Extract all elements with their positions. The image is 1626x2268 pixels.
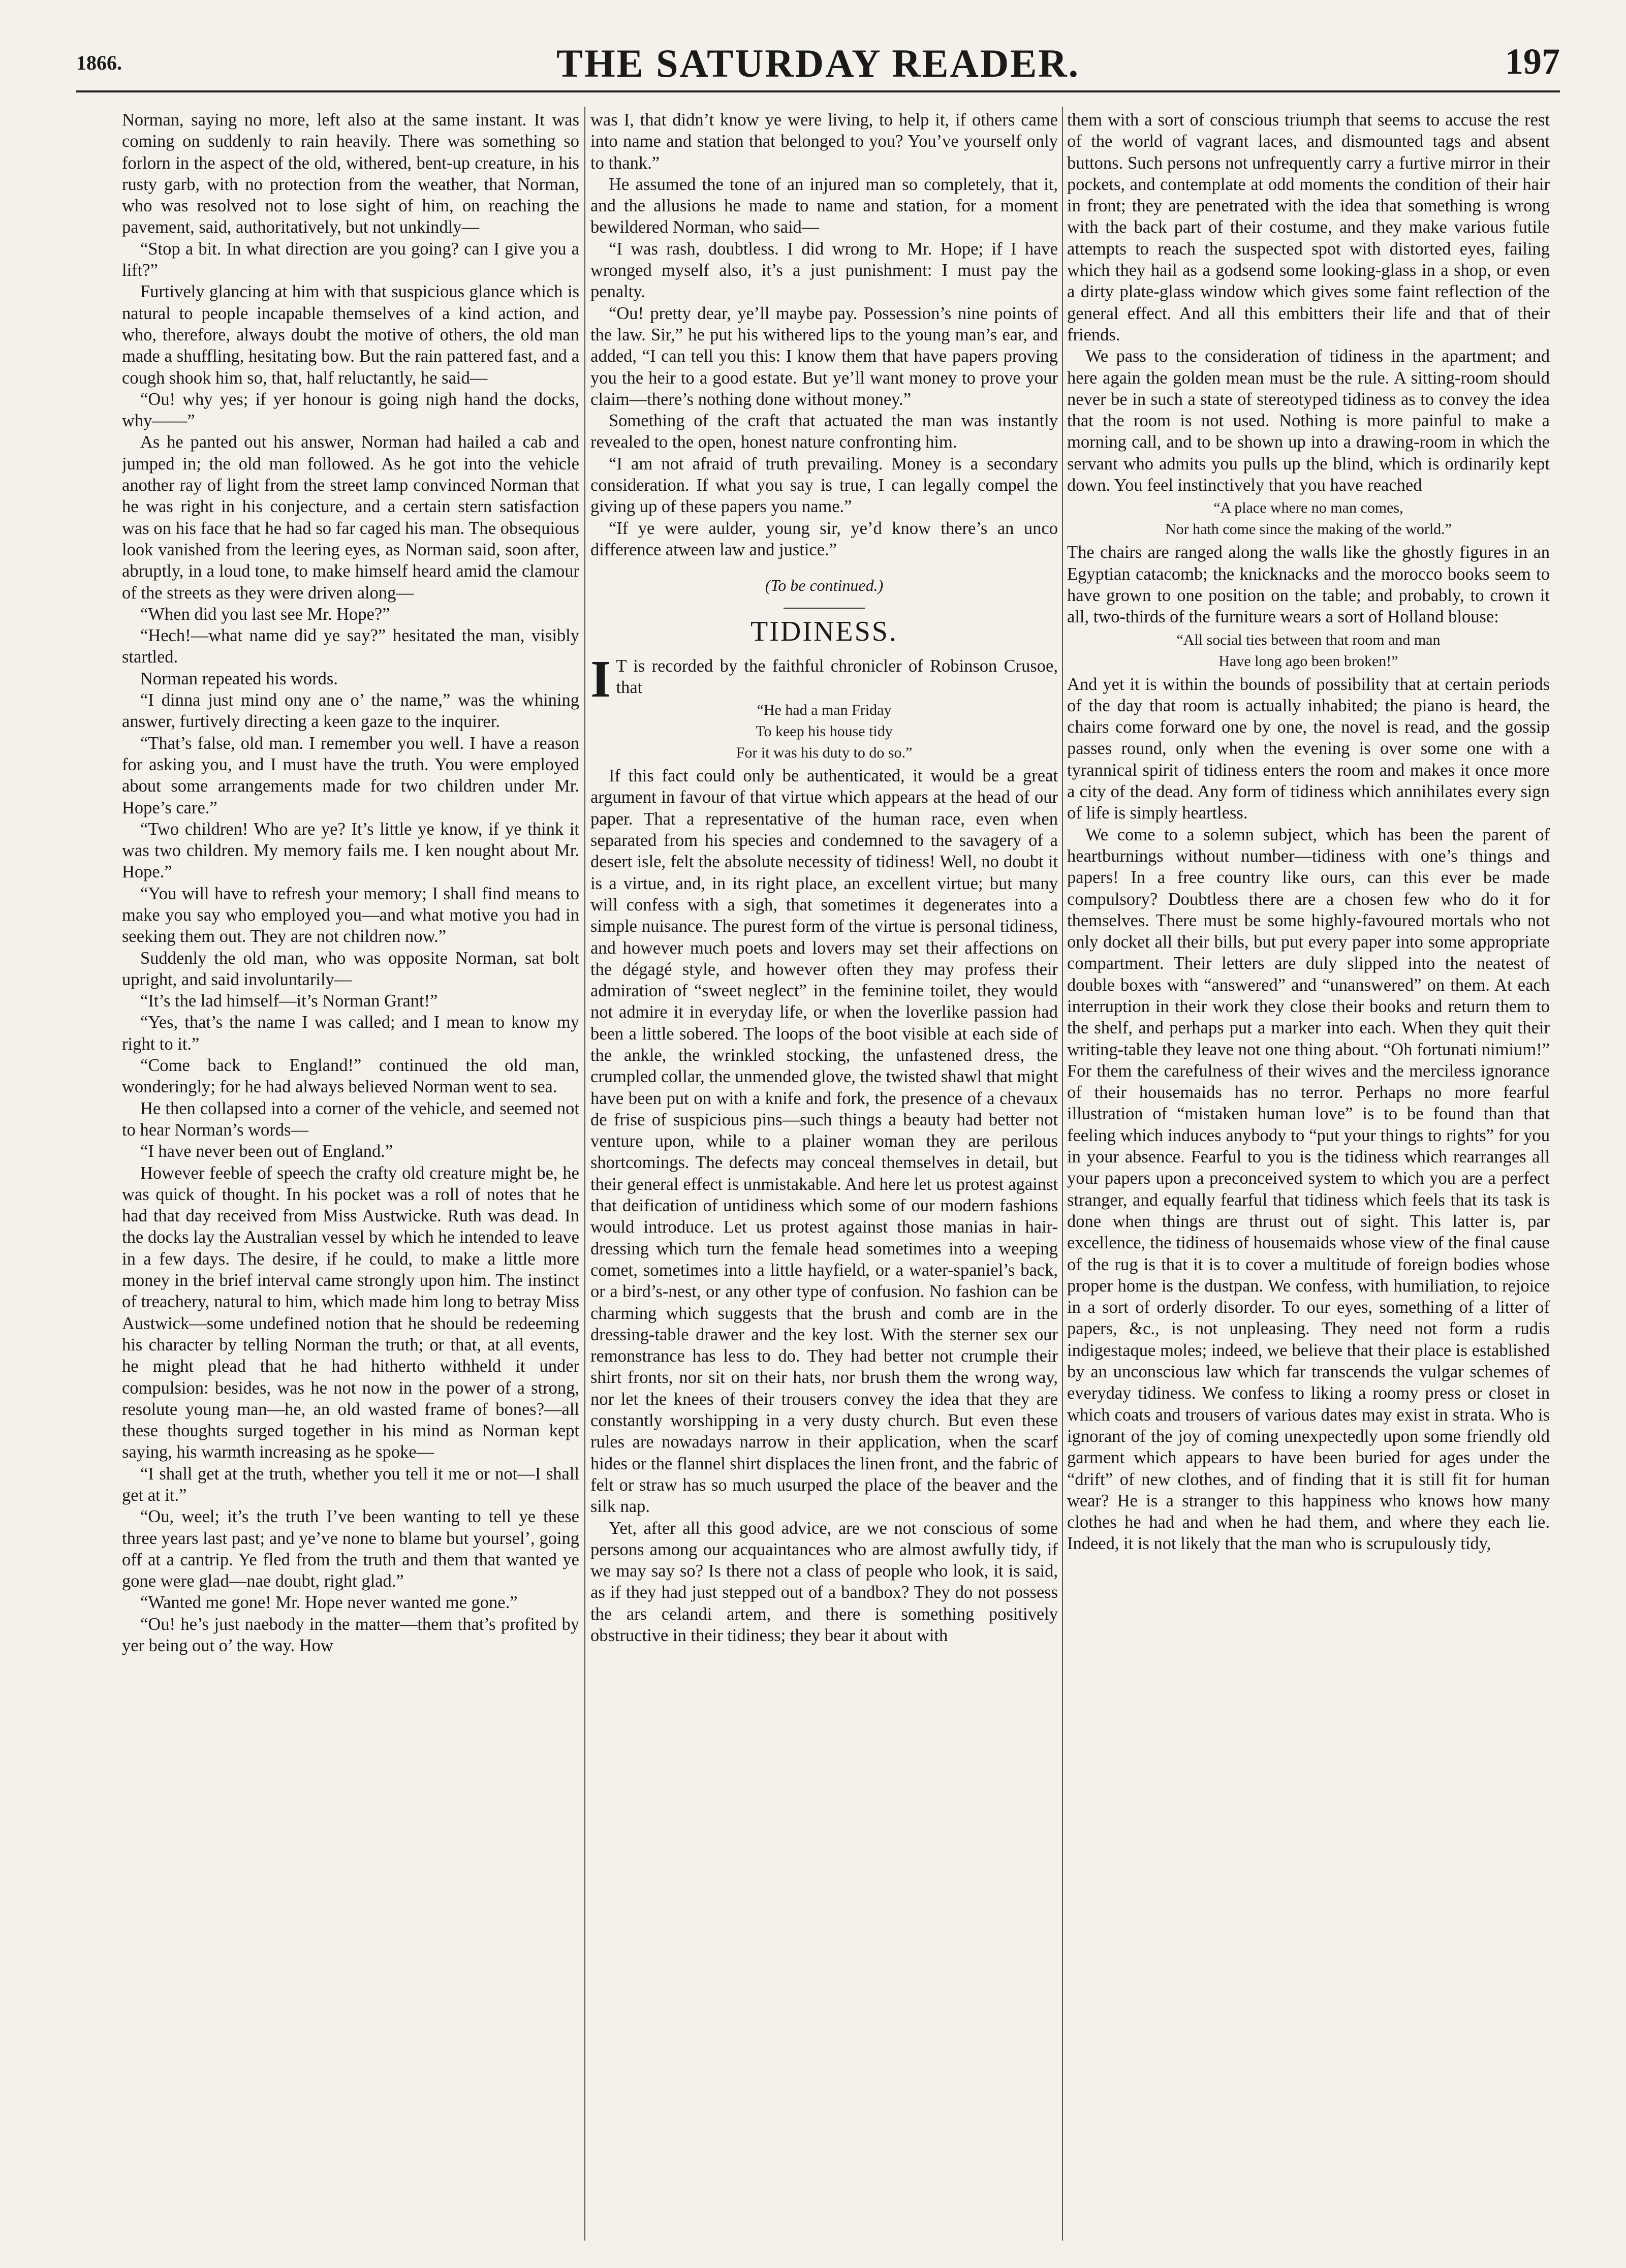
header-rule [76,90,1560,92]
verse-line: To keep his house tidy [756,723,893,740]
article-opening [590,649,1058,708]
story-paragraph: “You will have to refresh your memory; I shall find means to make you say who employed you—and what motive you had in seeking them out. They are not children now.” [122,884,579,947]
column-divider [1062,107,1063,2241]
story-paragraph: “Stop a bit. In what direction are you going? can I give you a lift?” [122,239,579,280]
story-paragraph: “Ou! he’s just naebody in the matter—them that’s profited by yer being out o’ the way. How [122,1614,579,1656]
article-title: TIDINESS. [751,615,898,647]
story-paragraph: “Hech!—what name did ye say?” hesitated the man, visibly startled. [122,626,579,667]
story-paragraph: “Ou! why yes; if yer honour is going nigh hand the docks, why——” [122,389,579,431]
story-paragraph: Suddenly the old man, who was opposite Norman, sat bolt upright, and said involuntarily— [122,948,579,989]
story-paragraph: Something of the craft that actuated the man was instantly revealed to the open, honest nature confronting him. [590,411,1058,452]
verse-line: “He had a man Friday [757,702,892,719]
story-paragraph: “I am not afraid of truth prevailing. Money is a secondary consideration. If what you say is true, I can legally compel the giving up of these papers you name.” [590,454,1058,517]
issue-year: 1866. [76,51,122,74]
column-3 [1067,109,1550,2243]
to-be-continued-note: (To be continued.) [765,576,884,595]
story-paragraph: was I, that didn’t know ye were living, to help it, if others came into name and station that belonged to you? You’ve yourself only to thank.” [590,110,1058,173]
verse-line: Nor hath come since the making of the world.” [1165,521,1452,538]
page-number: 197 [1505,41,1560,82]
story-paragraph: Norman, saying no more, left also at the same instant. It was coming on suddenly to rain heavily. There was something so forlorn in the aspect of the old, withered, bent-up creature, in his rusty garb, with no protection from the weather, that Norman, who was resolved not to lose sight of him, on reaching the pavement, said, authoritatively, but not unkindly— [122,110,579,237]
masthead-title: THE SATURDAY READER. [556,41,1080,85]
page-header [76,41,1560,97]
story-paragraph: “I have never been out of England.” [140,1142,393,1161]
story-paragraph: “When did you last see Mr. Hope?” [140,604,390,624]
story-paragraph: “If ye were aulder, young sir, ye’d know there’s an unco difference atween law and justice.” [590,518,1058,559]
article-paragraph: And yet it is within the bounds of possibility that at certain periods of the day that room is actually inhabited; the piano is heard, the chairs come forward one by one, the novel is read, and the gossip passes round, only when the evening is over some one with a tyrannical spirit of tidiness enters the room and makes it once more a city of the dead. Any form of tidiness which annihilates every sign of life is simply heartless. [1067,674,1550,823]
story-paragraph: “Yes, that’s the name I was called; and I mean to know my right to it.” [122,1013,579,1054]
story-paragraph: As he panted out his answer, Norman had hailed a cab and jumped in; the old man followed. As he got into the vehicle another ray of light from the street lamp convinced Norman that he was right in his conjecture, and a certain stern satisfaction was on his face that he had so far caged his man. The obsequious look vanished from the leering eyes, as Norman said, soon after, abruptly, in a loud tone, to make himself heard amid the clamour of the streets as they were driven along— [122,432,579,603]
story-paragraph: “It’s the lad himself—it’s Norman Grant!” [140,991,438,1011]
verse-line: For it was his duty to do so.” [736,744,913,762]
verse-line: “All social ties between that room and man [1176,631,1441,648]
story-paragraph: Norman repeated his words. [140,669,338,688]
story-paragraph: “Wanted me gone! Mr. Hope never wanted me gone.” [140,1593,518,1613]
story-paragraph: “I shall get at the truth, whether you tell it me or not—I shall get at it.” [122,1464,579,1505]
opening-text: T is recorded by the faithful chronicler of Robinson Crusoe, that [616,656,1058,697]
story-paragraph: He assumed the tone of an injured man so completely, that it, and the allusions he made to name and station, for a moment bewildered Norman, who said— [590,174,1058,237]
article-paragraph: them with a sort of conscious triumph that seems to accuse the rest of the world of vagrant laces, and dismounted tags and absent buttons. Such persons not unfrequently carry a furtive mirror in their pockets, and contemplate at odd moments the condition of their hair in front; they are penetrated with the idea that something is wrong with the back part of their costume, and they make various futile attempts to reach the suspected spot with distorted eyes, failing which they hail as a godsend some looking-glass in a shop, or even a dirty plate-glass window which gives some faint reflection of the general effect. And all this embitters their life and that of their friends. [1067,110,1550,344]
story-paragraph: “I dinna just mind ony ane o’ the name,” was the whining answer, furtively directing a keen gaze to the inquirer. [122,690,579,732]
section-rule [784,608,865,609]
column-divider [584,107,585,2241]
article-paragraph: Yet, after all this good advice, are we not conscious of some persons among our acquaintances who are almost awfully tidy, if we may say so? Is there not a class of people who look, it is said, as if they had just stepped out of a bandbox? They do not possess the ars celandi artem, and there is something positively obstructive in their tidiness; they bear it about with [590,1518,1058,1645]
verse-line: Have long ago been broken!” [1218,652,1398,670]
article-paragraph: The chairs are ranged along the walls like the ghostly figures in an Egyptian catacomb; the knicknacks and the morocco books seem to have grown to one position on the table; and probably, to crown it all, two-thirds of the furniture wears a sort of Holland blouse: [1067,543,1550,627]
article-paragraph: We pass to the consideration of tidiness in the apartment; and here again the golden mean must be the rule. A sitting-room should never be in such a state of stereotyped tidiness as to convey the idea that the room is not used. Nothing is more painful to make a morning call, and to be shown up into a drawing-room in which the servant who admits you pulls up the blind, which is ordinarily kept down. You feel instinctively that you have reached [1067,346,1550,495]
article-paragraph: If this fact could only be authenticated, it would be a great argument in favour of that virtue which appears at the head of our paper. That a representative of the human race, even when separated from his species and condemned to the savagery of a desert isle, felt the absolute necessity of tidiness! Well, no doubt it is a virtue, and, in its right place, an excellent virtue; but many will confess with a sigh, that sometimes it degenerates into a simple nuisance. The purest form of the virtue is personal tidiness, and however much poets and lovers may set their affections on the dégagé style, and however often they may profess their admiration of “sweet neglect” in the feminine toilet, they would not admire it in everyday life, or when the loverlike passion had been a little sobered. The loops of the boot visible at each side of the ankle, the wrinkled stocking, the unfastened dress, the crumpled collar, the unmended glove, the twisted shawl that might have been put on with a knife and fork, the presence of a chevaux de frise of suspicious pins—such things a beauty had better not venture upon, while to a plainer woman they are perilous shortcomings. The defects may conceal themselves in detail, but their general effect is unmistakable. And here let us protest against that deification of untidiness which some of our modern fashions would introduce. Let us protest against those manias in hair-dressing which turn the female head sometimes into a weeping comet, sometimes into a little hayfield, or a water-spaniel’s back, or a bird’s-nest, or any other type of confusion. No fashion can be charming which suggests that the brush and comb are in the dressing-table drawer and the key lost. With the sterner sex our remonstrance has less to do. They had better not crumple their shirt fronts, nor sit on their hats, nor brush them the wrong way, nor let the knees of their trousers convey the idea that they are constantly worshipping in a very dusty church. But even these rules are nowadays narrow in their application, when the scarf hides or the flannel shirt displaces the linen front, and the fabric of felt or straw has so much usurped the place of the beaver and the silk nap. [590,766,1058,1517]
story-paragraph: “Ou! pretty dear, ye’ll maybe pay. Possession’s nine points of the law. Sir,” he put his withered lips to the young man’s ear, and added, “I can tell you this: I know them that have papers proving you the heir to a good estate. But ye’ll want money to prove your claim—there’s nothing done without money.” [590,303,1058,409]
story-paragraph: “Ou, weel; it’s the truth I’ve been wanting to tell ye these three years last past; and ye’ve none to blame but yoursel’, going off at a cantrip. Ye fled from the truth and them that wanted ye gone were glad—nae doubt, right glad.” [122,1507,579,1591]
article-paragraph: We come to a solemn subject, which has been the parent of heartburnings without number—tidiness with one’s things and papers! In a free country like ours, can this ever be made compulsory? Doubtless there are a chosen few who do it for themselves. There must be some highly-favoured mortals who not only docket all their bills, but put every paper into some appropriate compartment. Their letters are duly slipped into the neatest of double boxes with “answered” and “unanswered” on them. At each interruption in their work they close their books and return them to the shelf, and perhaps put a marker into each. When they quit their writing-table they leave not one thing about. “Oh fortunati nimium!” For them the carefulness of their wives and the merciless ignorance of their housemaids has no terror. Perhaps no more fearful illustration of “mistaken human love” is to be found than that feeling which induces anybody to “put your things to rights” for you in your absence. Fearful to you is the tidiness which rearranges all your papers upon a preconceived system to which you are a perfect stranger, and equally fearful that tidiness which feels that its task is done when things are thrust out of sight. This latter is, par excellence, the tidiness of housemaids whose view of the final cause of the rug is that it is to cover a multitude of foreign bodies whose proper home is the dustpan. We confess, with humiliation, to rejoice in a sort of orderly disorder. To our eyes, something of a litter of papers, &c., is not unpleasing. They need not form a rudis indigestaque moles; indeed, we believe that their place is established by an unconscious law which far transcends the vulgar schemes of everyday tidiness. We confess to liking a roomy press or closet in which coats and trousers of various dates may exist in strata. Who is ignorant of the joy of coming unexpectedly upon some friendly old garment which appears to have been buried for ages under the “drift” of new clothes, and of finding that it is still fit for human wear? He is a stranger to this happiness who knows how many clothes he had and when he had them, and where they each lie. Indeed, it is not likely that the man who is scrupulously tidy, [1067,825,1550,1554]
column-2 [590,109,1058,2243]
column-1 [122,109,579,2243]
story-paragraph: “Two children! Who are ye? It’s little ye know, if ye think it was two children. My memory fails me. I ken nought about Mr. Hope.” [122,819,579,882]
story-paragraph: However feeble of speech the crafty old creature might be, he was quick of thought. In his pocket was a roll of notes that he had that day received from Miss Austwicke. Ruth was dead. In the docks lay the Australian vessel by which he intended to leave in a few days. The desire, if he could, to make a little more money in the brief interval came strongly upon him. The instinct of treachery, natural to him, which made him long to betray Miss Austwick—some undefined notion that he should be redeeming his character by telling Norman the truth; or that, at all events, he might plead that he had hitherto withheld it under compulsion: besides, was he not now in the power of a strong, resolute young man—he, an old wasted frame of bones?—all these thoughts surged together in his mind as Norman kept saying, his warmth increasing as he spoke— [122,1163,579,1462]
verse-line: “A place where no man comes, [1213,499,1403,517]
story-paragraph: “Come back to England!” continued the old man, wonderingly; for he had always believed Norman went to sea. [122,1056,579,1097]
drop-cap: I [590,649,611,708]
story-paragraph: He then collapsed into a corner of the vehicle, and seemed not to hear Norman’s words— [122,1098,579,1140]
story-paragraph: “That’s false, old man. I remember you well. I have a reason for asking you, and I must have the truth. You were employed about some arrangements made for two children under Mr. Hope’s care.” [122,733,579,817]
story-paragraph: Furtively glancing at him with that suspicious glance which is natural to people incapable themselves of a kind action, and who, therefore, always doubt the motive of others, the old man made a shuffling, hesitating bow. But the rain pattered fast, and a cough shook him so, that, half reluctantly, he said— [122,282,579,388]
story-paragraph: “I was rash, doubtless. I did wrong to Mr. Hope; if I have wronged myself also, it’s a just punishment: I must pay the penalty. [590,239,1058,302]
